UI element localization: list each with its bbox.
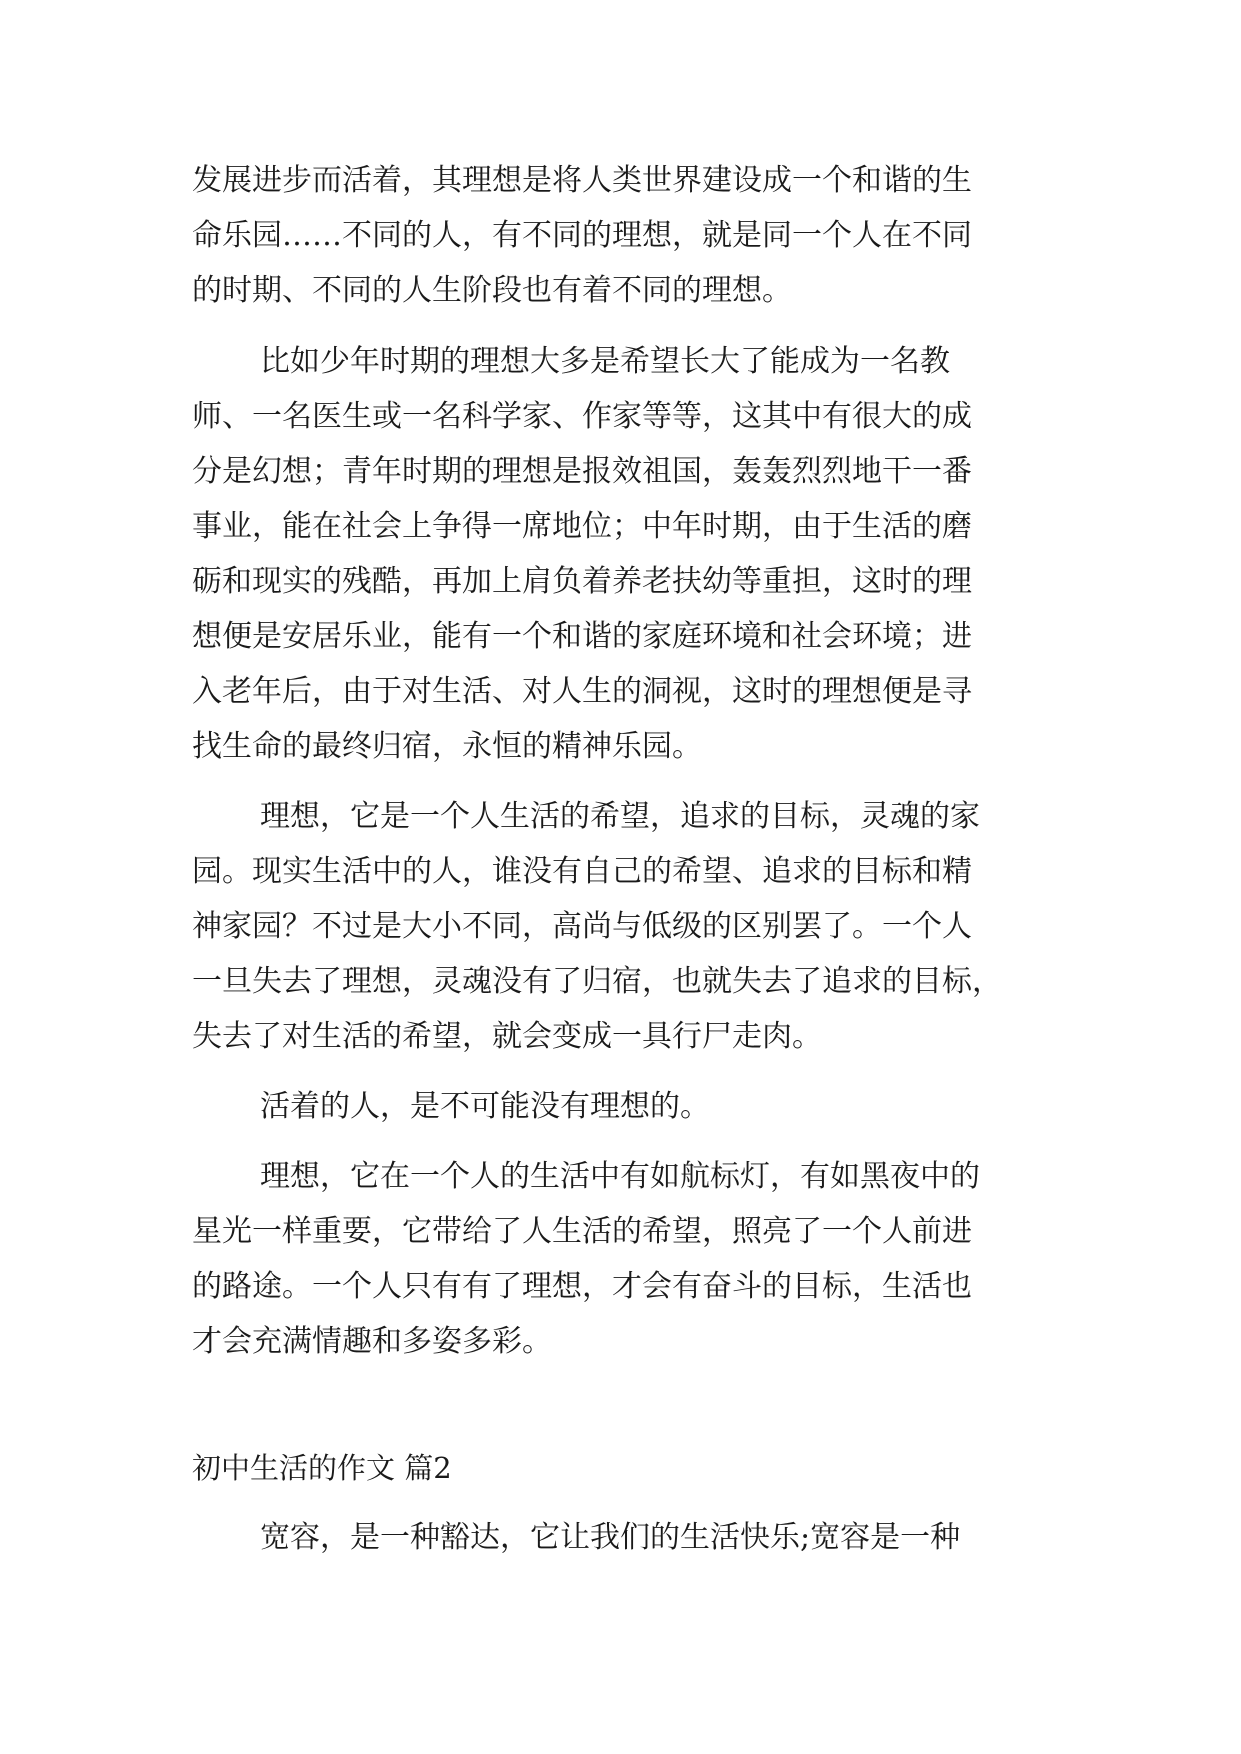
text-line: [0, 397, 1241, 437]
text-line: [0, 727, 1241, 767]
paragraph-text: 一旦失去了理想，灵魂没有了归宿，也就失去了追求的目标，: [192, 964, 1002, 999]
text-line: [0, 342, 1241, 382]
paragraph-text: 星光一样重要，它带给了人生活的希望，照亮了一个人前进: [192, 1214, 972, 1249]
paragraph-text: 活着的人，是不可能没有理想的。: [260, 1089, 710, 1124]
text-line: [0, 161, 1241, 201]
text-line: [0, 797, 1241, 837]
text-line: [0, 962, 1241, 1002]
text-line: [0, 617, 1241, 657]
text-line: [0, 1322, 1241, 1362]
text-line: [0, 1017, 1241, 1057]
text-line: [0, 1267, 1241, 1307]
text-line: [0, 507, 1241, 547]
section-heading: [0, 1448, 1241, 1488]
text-line: [0, 216, 1241, 256]
paragraph-text: 的时期、不同的人生阶段也有着不同的理想。: [192, 273, 792, 308]
paragraph-text: 理想，它在一个人的生活中有如航标灯，有如黑夜中的: [260, 1159, 980, 1194]
paragraph-text: 发展进步而活着，其理想是将人类世界建设成一个和谐的生: [192, 163, 972, 198]
paragraph-text: 才会充满情趣和多姿多彩。: [192, 1324, 552, 1359]
paragraph-text: 的路途。一个人只有有了理想，才会有奋斗的目标，生活也: [192, 1269, 972, 1304]
text-line: [0, 562, 1241, 602]
paragraph-text: 分是幻想；青年时期的理想是报效祖国，轰轰烈烈地干一番: [192, 454, 972, 489]
section-heading-text: 初中生活的作文 篇2: [192, 1451, 452, 1485]
text-line: [0, 672, 1241, 712]
paragraph-text: 事业，能在社会上争得一席地位；中年时期，由于生活的磨: [192, 509, 972, 544]
paragraph-text: 入老年后，由于对生活、对人生的洞视，这时的理想便是寻: [192, 674, 972, 709]
text-line: [0, 907, 1241, 947]
paragraph-text: 想便是安居乐业，能有一个和谐的家庭环境和社会环境；进: [192, 619, 972, 654]
text-line: [0, 1212, 1241, 1252]
paragraph-text: 失去了对生活的希望，就会变成一具行尸走肉。: [192, 1019, 822, 1054]
text-line: [0, 1518, 1241, 1558]
paragraph-text: 命乐园……不同的人，有不同的理想，就是同一个人在不同: [192, 218, 972, 253]
paragraph-text: 师、一名医生或一名科学家、作家等等，这其中有很大的成: [192, 399, 972, 434]
text-line: [0, 271, 1241, 311]
paragraph-text: 神家园？不过是大小不同，高尚与低级的区别罢了。一个人: [192, 909, 972, 944]
paragraph-text: 比如少年时期的理想大多是希望长大了能成为一名教: [260, 344, 950, 379]
text-line: [0, 1157, 1241, 1197]
paragraph-text: 宽容，是一种豁达，它让我们的生活快乐;宽容是一种: [260, 1520, 961, 1555]
paragraph-text: 砺和现实的残酷，再加上肩负着养老扶幼等重担，这时的理: [192, 564, 972, 599]
text-line: [0, 452, 1241, 492]
paragraph-text: 园。现实生活中的人，谁没有自己的希望、追求的目标和精: [192, 854, 972, 889]
text-line: [0, 852, 1241, 892]
paragraph-text: 理想，它是一个人生活的希望，追求的目标，灵魂的家: [260, 799, 980, 834]
text-line: [0, 1087, 1241, 1127]
paragraph-text: 找生命的最终归宿，永恒的精神乐园。: [192, 729, 702, 764]
